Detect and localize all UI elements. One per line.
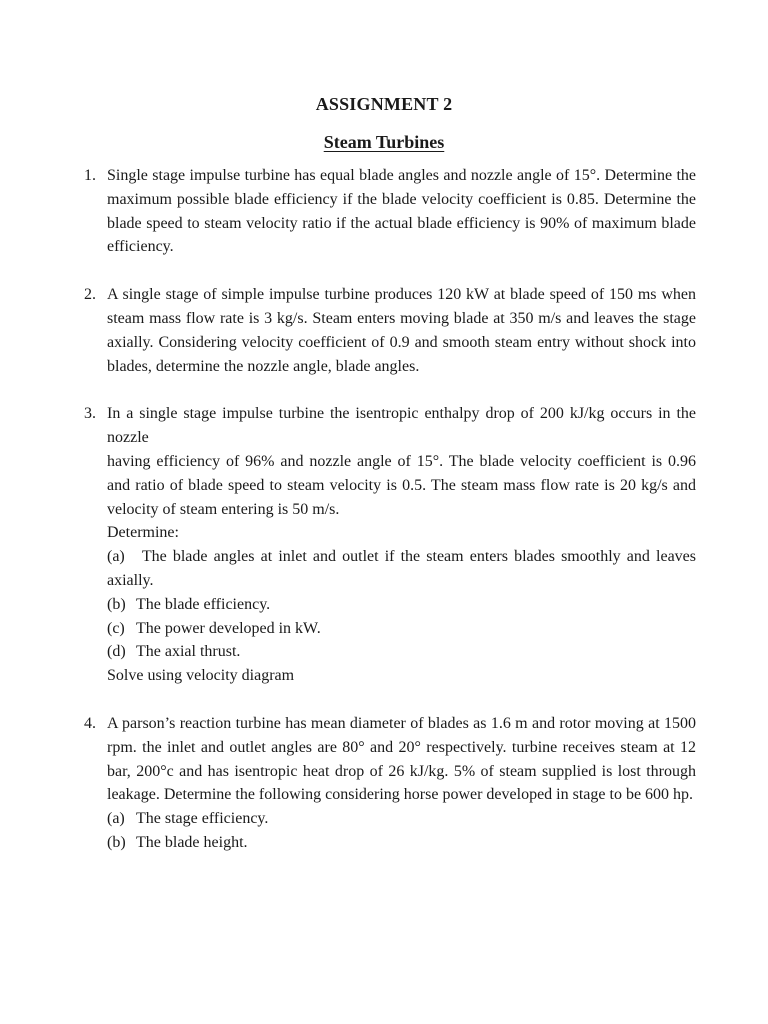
page-subtitle: Steam Turbines xyxy=(323,132,445,152)
sub-question-b xyxy=(107,831,696,855)
question-list xyxy=(84,164,696,879)
sub-question-text: The axial thrust. xyxy=(136,643,241,661)
question-1 xyxy=(84,164,696,259)
sub-question-label: (c) xyxy=(107,619,125,637)
sub-question-label: (a) xyxy=(107,810,125,828)
question-text: A parson’s reaction turbine has mean diameter of blades as 1.6 m and rotor moving at 1500 rpm. the inlet and outlet angles are 80° and 20° respectively. turbine receives steam at 12 bar, 200°c and has isentropic heat drop of 26 kJ/kg. 5% of steam supplied is lost through leakage. Determine the following considering horse power developed in stage to be 600 hp. xyxy=(107,714,696,804)
question-number: 3. xyxy=(84,405,96,423)
sub-question-text: The stage efficiency. xyxy=(136,810,269,828)
question-text: having efficiency of 96% and nozzle angle of 15°. The blade velocity coefficient is 0.96 and ratio of blade speed to steam velocity is 0.5. The steam mass flow rate is 20 kg/s and velocity of steam entering is 50 m/s. xyxy=(107,452,696,518)
sub-question-label: (a) xyxy=(107,548,125,566)
question-number: 2. xyxy=(84,286,96,304)
sub-question-text: The blade angles at inlet and outlet if the steam enters blades smoothly and leaves axially. xyxy=(107,548,696,589)
page-title: ASSIGNMENT 2 xyxy=(315,94,453,114)
sub-question-text: The blade efficiency. xyxy=(136,595,271,613)
sub-question-label: (b) xyxy=(107,595,126,613)
sub-question-d xyxy=(107,640,696,664)
question-number: 4. xyxy=(84,714,96,732)
sub-question-b xyxy=(107,593,696,617)
question-intro: In a single stage impulse turbine the isentropic enthalpy drop of 200 kJ/kg occurs in the nozzle xyxy=(107,405,696,447)
sub-question-label: (b) xyxy=(107,833,126,851)
question-text: A single stage of simple impulse turbine produces 120 kW at blade speed of 150 ms when steam mass flow rate is 3 kg/s. Steam enters moving blade at 350 m/s and leaves the stage axially. Considering velocity coefficient of 0.9 and smooth steam entry without shock into blades, determine the nozzle angle, blade angles. xyxy=(107,286,696,375)
determine-label: Determine: xyxy=(107,524,179,542)
question-number: 1. xyxy=(84,167,96,184)
sub-question-text: The blade height. xyxy=(136,833,248,851)
question-2 xyxy=(84,283,696,378)
sub-question-c xyxy=(107,617,696,641)
question-3 xyxy=(84,402,696,688)
sub-question-label: (d) xyxy=(107,643,126,661)
question-4 xyxy=(84,712,696,855)
question-text: Single stage impulse turbine has equal blade angles and nozzle angle of 15°. Determine the maximum possible blade efficiency if the blade velocity coefficient is 0.85. Determine the blade speed to steam velocity ratio if the actual blade efficiency is 90% of maximum blade efficiency. xyxy=(107,167,696,256)
sub-question-text: The power developed in kW. xyxy=(136,619,321,637)
question-footer: Solve using velocity diagram xyxy=(107,667,295,685)
sub-question-a xyxy=(107,545,696,593)
sub-question-a xyxy=(107,807,696,831)
